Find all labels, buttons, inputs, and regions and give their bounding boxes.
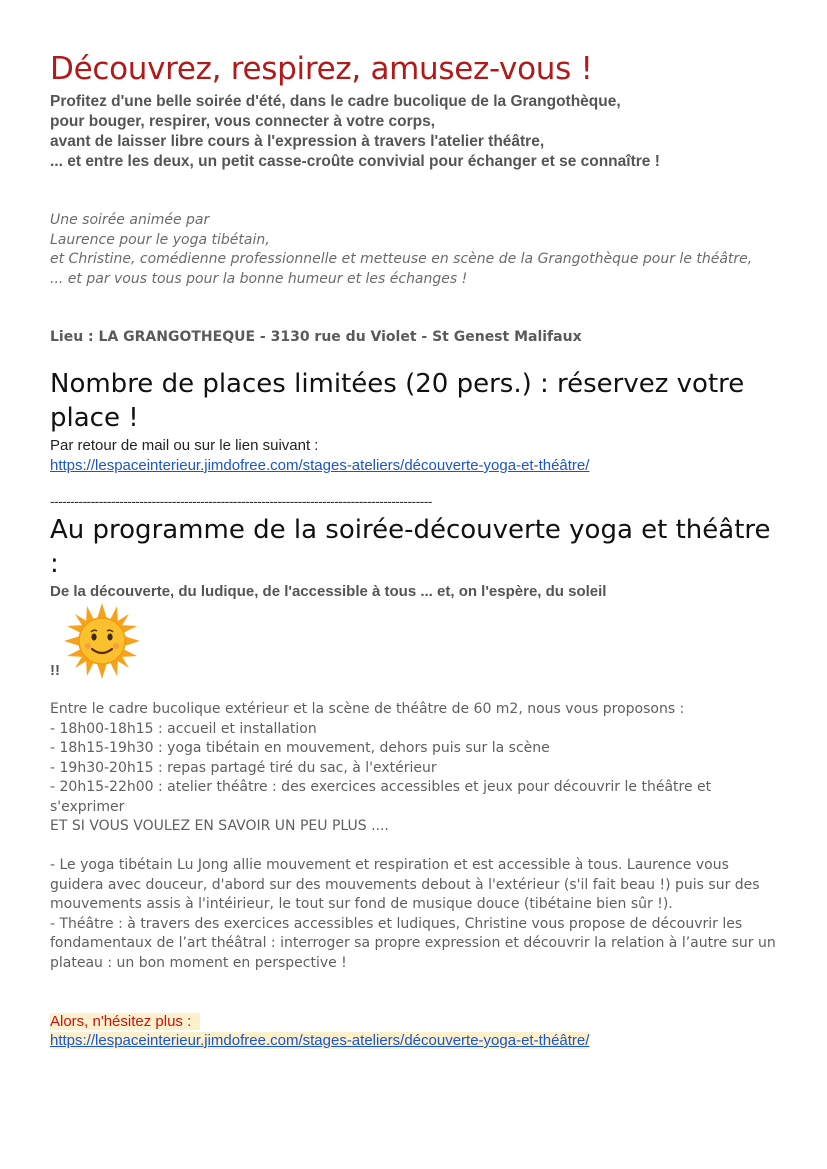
reservation-text: Par retour de mail ou sur le lien suivant : [50,437,319,454]
theatre-description: - Théâtre : à travers des exercices accessibles et ludiques, Christine vous propose de découvrir les fondamentaux de l’art théâtral : interroger sa propre expression et découvrir la relation à l’autre sur un plateau : un bon moment en perspective ! [50,915,776,971]
intro-line: ... et entre les deux, un petit casse-croûte convivial pour échanger et se connaître ! [50,153,660,170]
animators-line: Une soirée animée par [50,212,210,228]
page-title: Découvrez, respirez, amusez-vous ! [50,51,593,87]
cta-label: Alors, n'hésitez plus : [50,1013,192,1030]
location-text: Lieu : LA GRANGOTHEQUE - 3130 rue du Violet - St Genest Malifaux [50,329,582,345]
animators-line: ... et par vous tous pour la bonne humeur et les échanges ! [50,270,468,287]
animators-line: Laurence pour le yoga tibétain, [50,231,270,248]
sun-emoji-icon [62,601,142,681]
reservation-heading: Nombre de places limitées (20 pers.) : réservez votre place ! [50,369,745,433]
animators-paragraph [50,211,775,289]
animators-line: et Christine, comédienne professionnelle et metteuse en scène de la Grangothèque pour le théâtre, [50,251,753,267]
yoga-description: - Le yoga tibétain Lu Jong allie mouvement et respiration et est accessible à tous. Laurence vous guidera avec douceur, d'abord sur des mouvements debout à l'extérieur (s'il fait beau !) puis sur des mouvements assis à l'intéirieur, le tout sur fond de musique douce (tibétaine bien sûr !). [50,857,760,912]
cta-link[interactable]: https://lespaceinterieur.jimdofree.com/stages-ateliers/découverte-yoga-et-théâtre/ [50,1032,590,1049]
call-to-action [50,1012,589,1050]
more-info-text: ET SI VOUS VOULEZ EN SAVOIR UN PEU PLUS .... [50,818,389,834]
exclamation-text: !! [50,662,60,679]
schedule-item: - 18h00-18h15 : accueil et installation [50,720,317,737]
schedule-body [50,700,778,973]
intro-line: Profitez d'une belle soirée d'été, dans le cadre bucolique de la Grangothèque, [50,93,621,110]
schedule-item: - 19h30-20h15 : repas partagé tiré du sac, à l'extérieur [50,759,437,776]
intro-paragraph [50,92,780,172]
schedule-item: - 20h15-22h00 : atelier théâtre : des exercices accessibles et jeux pour découvrir le théâtre et s'exprimer [50,779,712,815]
programme-heading: Au programme de la soirée-découverte yoga et théâtre : [50,515,771,579]
separator-line: ---------------------------------------------------------------------------------------------- [50,493,432,509]
schedule-intro: Entre le cadre bucolique extérieur et la scène de théâtre de 60 m2, nous vous proposons : [50,701,685,717]
programme-subtitle: De la découverte, du ludique, de l'accessible à tous ... et, on l'espère, du soleil [50,583,607,600]
intro-line: pour bouger, respirer, vous connecter à votre corps, [50,113,436,130]
intro-line: avant de laisser libre cours à l'expression à travers l'atelier théâtre, [50,133,545,150]
schedule-item: - 18h15-19h30 : yoga tibétain en mouvement, dehors puis sur la scène [50,740,550,756]
reservation-link[interactable]: https://lespaceinterieur.jimdofree.com/stages-ateliers/découverte-yoga-et-théâtre/ [50,457,590,474]
